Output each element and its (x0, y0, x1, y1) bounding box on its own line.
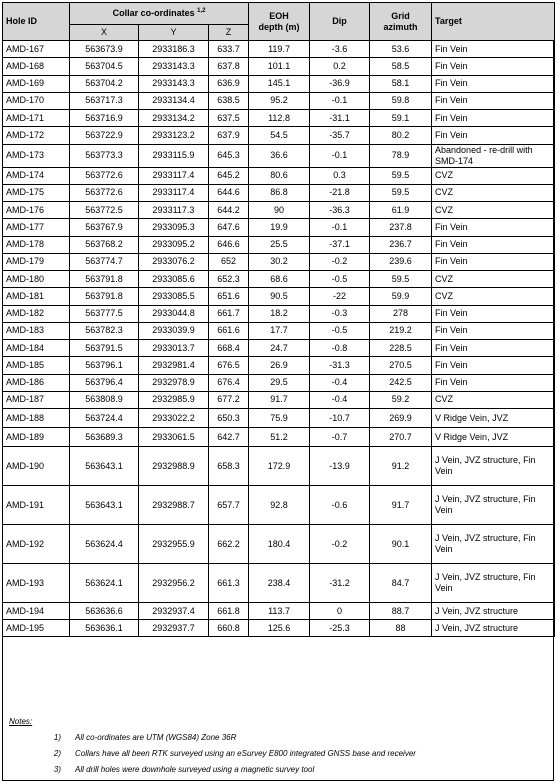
table-row (3, 144, 555, 167)
cell-hole-id: AMD-170 (3, 92, 70, 109)
cell-collar-x: 563774.7 (70, 253, 139, 270)
notes-section (3, 714, 553, 780)
cell-hole-id: AMD-183 (3, 322, 70, 339)
cell-collar-z: 645.3 (209, 144, 249, 167)
cell-collar-y: 2933143.3 (139, 75, 209, 92)
cell-target: V Ridge Vein, JVZ (432, 428, 555, 447)
cell-target: CVZ (432, 271, 555, 288)
cell-eoh-depth: 25.5 (249, 236, 310, 253)
table-row (3, 322, 555, 339)
header-dip: Dip (310, 3, 370, 41)
cell-collar-x: 563673.9 (70, 41, 139, 58)
cell-collar-x: 563689.3 (70, 428, 139, 447)
cell-collar-x: 563791.5 (70, 340, 139, 357)
cell-dip: -0.4 (310, 391, 370, 408)
cell-eoh-depth: 92.8 (249, 486, 310, 525)
cell-collar-x: 563716.9 (70, 110, 139, 127)
cell-grid-azimuth: 53.6 (370, 41, 432, 58)
cell-eoh-depth: 29.5 (249, 374, 310, 391)
cell-hole-id: AMD-193 (3, 564, 70, 603)
cell-eoh-depth: 36.6 (249, 144, 310, 167)
table-row (3, 58, 555, 75)
cell-dip: -0.5 (310, 322, 370, 339)
cell-collar-z: 657.7 (209, 486, 249, 525)
cell-grid-azimuth: 90.1 (370, 525, 432, 564)
cell-dip: -10.7 (310, 409, 370, 428)
table-row (3, 374, 555, 391)
cell-dip: -25.3 (310, 620, 370, 637)
cell-collar-z: 650.3 (209, 409, 249, 428)
cell-eoh-depth: 54.5 (249, 127, 310, 144)
cell-dip: -36.9 (310, 75, 370, 92)
cell-collar-x: 563724.4 (70, 409, 139, 428)
cell-dip: -0.7 (310, 428, 370, 447)
cell-grid-azimuth: 88 (370, 620, 432, 637)
cell-eoh-depth: 86.8 (249, 184, 310, 201)
cell-eoh-depth: 80.6 (249, 167, 310, 184)
cell-eoh-depth: 112.8 (249, 110, 310, 127)
cell-collar-y: 2933039.9 (139, 322, 209, 339)
header-collar-coordinates: Collar co-ordinates $^{1,2}$ (70, 3, 249, 25)
cell-collar-z: 658.3 (209, 447, 249, 486)
table-row (3, 305, 555, 322)
cell-collar-y: 2932978.9 (139, 374, 209, 391)
cell-grid-azimuth: 219.2 (370, 322, 432, 339)
header-eoh-depth: EOH depth (m) (249, 3, 310, 41)
cell-hole-id: AMD-175 (3, 184, 70, 201)
cell-grid-azimuth: 242.5 (370, 374, 432, 391)
cell-grid-azimuth: 80.2 (370, 127, 432, 144)
cell-grid-azimuth: 236.7 (370, 236, 432, 253)
table-row (3, 525, 555, 564)
header-hole-id: Hole ID (3, 3, 70, 41)
cell-collar-z: 677.2 (209, 391, 249, 408)
cell-target: J Vein, JVZ structure, Fin Vein (432, 564, 555, 603)
table-row (3, 127, 555, 144)
cell-eoh-depth: 24.7 (249, 340, 310, 357)
cell-grid-azimuth: 59.5 (370, 167, 432, 184)
cell-hole-id: AMD-179 (3, 253, 70, 270)
cell-hole-id: AMD-187 (3, 391, 70, 408)
cell-hole-id: AMD-190 (3, 447, 70, 486)
cell-collar-x: 563767.9 (70, 219, 139, 236)
cell-collar-x: 563768.2 (70, 236, 139, 253)
cell-collar-y: 2933013.7 (139, 340, 209, 357)
cell-target: CVZ (432, 167, 555, 184)
cell-eoh-depth: 125.6 (249, 620, 310, 637)
cell-grid-azimuth: 59.5 (370, 271, 432, 288)
table-row (3, 428, 555, 447)
cell-collar-y: 2933095.2 (139, 236, 209, 253)
cell-collar-x: 563773.3 (70, 144, 139, 167)
cell-grid-azimuth: 270.5 (370, 357, 432, 374)
cell-grid-azimuth: 59.1 (370, 110, 432, 127)
cell-collar-z: 646.6 (209, 236, 249, 253)
cell-collar-z: 644.2 (209, 202, 249, 219)
cell-collar-x: 563791.8 (70, 271, 139, 288)
cell-collar-y: 2933186.3 (139, 41, 209, 58)
table-row (3, 620, 555, 637)
table-row (3, 92, 555, 109)
notes-title: Notes: (9, 717, 33, 726)
note-text: Collars have all been RTK surveyed using an eSurvey E800 integrated GNSS base and receiver (75, 749, 416, 758)
cell-grid-azimuth: 78.9 (370, 144, 432, 167)
cell-target: Fin Vein (432, 374, 555, 391)
table-row (3, 288, 555, 305)
cell-target: CVZ (432, 202, 555, 219)
header-x: X (70, 25, 139, 41)
cell-collar-z: 662.2 (209, 525, 249, 564)
cell-collar-y: 2933117.4 (139, 167, 209, 184)
cell-collar-y: 2932985.9 (139, 391, 209, 408)
cell-eoh-depth: 172.9 (249, 447, 310, 486)
cell-collar-z: 636.9 (209, 75, 249, 92)
table-row (3, 236, 555, 253)
cell-collar-z: 661.7 (209, 305, 249, 322)
cell-collar-x: 563636.1 (70, 620, 139, 637)
table-row (3, 167, 555, 184)
cell-collar-y: 2932988.7 (139, 486, 209, 525)
table-row (3, 184, 555, 201)
table-body (3, 41, 555, 637)
cell-target: CVZ (432, 391, 555, 408)
cell-eoh-depth: 238.4 (249, 564, 310, 603)
cell-collar-y: 2933115.9 (139, 144, 209, 167)
cell-collar-z: 668.4 (209, 340, 249, 357)
cell-collar-y: 2933134.2 (139, 110, 209, 127)
cell-grid-azimuth: 59.9 (370, 288, 432, 305)
cell-hole-id: AMD-172 (3, 127, 70, 144)
cell-collar-z: 661.6 (209, 322, 249, 339)
cell-collar-x: 563808.9 (70, 391, 139, 408)
table-row (3, 41, 555, 58)
cell-hole-id: AMD-174 (3, 167, 70, 184)
cell-grid-azimuth: 84.7 (370, 564, 432, 603)
cell-grid-azimuth: 237.8 (370, 219, 432, 236)
cell-hole-id: AMD-169 (3, 75, 70, 92)
cell-hole-id: AMD-191 (3, 486, 70, 525)
cell-dip: -37.1 (310, 236, 370, 253)
cell-grid-azimuth: 88.7 (370, 603, 432, 620)
cell-grid-azimuth: 59.2 (370, 391, 432, 408)
table-row (3, 409, 555, 428)
cell-collar-z: 661.3 (209, 564, 249, 603)
header-collar-footnote-ref: 1,2 (197, 8, 206, 14)
cell-grid-azimuth: 269.9 (370, 409, 432, 428)
cell-eoh-depth: 113.7 (249, 603, 310, 620)
cell-grid-azimuth: 58.5 (370, 58, 432, 75)
cell-hole-id: AMD-178 (3, 236, 70, 253)
cell-collar-y: 2933095.3 (139, 219, 209, 236)
cell-grid-azimuth: 239.6 (370, 253, 432, 270)
cell-hole-id: AMD-168 (3, 58, 70, 75)
table-row (3, 486, 555, 525)
cell-target: Fin Vein (432, 236, 555, 253)
cell-collar-y: 2933134.4 (139, 92, 209, 109)
cell-collar-z: 642.7 (209, 428, 249, 447)
header-y: Y (139, 25, 209, 41)
cell-collar-x: 563704.5 (70, 58, 139, 75)
cell-target: J Vein, JVZ structure (432, 603, 555, 620)
note-number: 3) (53, 765, 61, 774)
cell-dip: 0 (310, 603, 370, 620)
table-row (3, 357, 555, 374)
cell-hole-id: AMD-194 (3, 603, 70, 620)
cell-collar-x: 563722.9 (70, 127, 139, 144)
cell-eoh-depth: 180.4 (249, 525, 310, 564)
note-number: 2) (53, 749, 61, 758)
note-number: 1) (53, 733, 61, 742)
cell-hole-id: AMD-184 (3, 340, 70, 357)
table-row (3, 564, 555, 603)
table-row (3, 202, 555, 219)
cell-dip: -0.1 (310, 219, 370, 236)
cell-target: J Vein, JVZ structure, Fin Vein (432, 525, 555, 564)
cell-dip: -0.5 (310, 271, 370, 288)
cell-target: Fin Vein (432, 219, 555, 236)
cell-hole-id: AMD-195 (3, 620, 70, 637)
cell-grid-azimuth: 270.7 (370, 428, 432, 447)
cell-collar-y: 2932956.2 (139, 564, 209, 603)
cell-collar-z: 637.5 (209, 110, 249, 127)
cell-eoh-depth: 145.1 (249, 75, 310, 92)
cell-hole-id: AMD-167 (3, 41, 70, 58)
cell-target: CVZ (432, 184, 555, 201)
cell-collar-y: 2932981.4 (139, 357, 209, 374)
cell-collar-y: 2933143.3 (139, 58, 209, 75)
cell-hole-id: AMD-188 (3, 409, 70, 428)
cell-eoh-depth: 101.1 (249, 58, 310, 75)
table-row (3, 75, 555, 92)
cell-target: V Ridge Vein, JVZ (432, 409, 555, 428)
cell-target: Fin Vein (432, 58, 555, 75)
cell-grid-azimuth: 228.5 (370, 340, 432, 357)
cell-dip: -31.2 (310, 564, 370, 603)
cell-dip: -0.2 (310, 525, 370, 564)
cell-target: Fin Vein (432, 110, 555, 127)
cell-eoh-depth: 75.9 (249, 409, 310, 428)
cell-hole-id: AMD-180 (3, 271, 70, 288)
cell-collar-z: 647.6 (209, 219, 249, 236)
cell-grid-azimuth: 59.5 (370, 184, 432, 201)
cell-grid-azimuth: 91.2 (370, 447, 432, 486)
cell-target: CVZ (432, 288, 555, 305)
cell-dip: -21.8 (310, 184, 370, 201)
cell-collar-y: 2932937.7 (139, 620, 209, 637)
header-grid-azimuth: Grid azimuth (370, 3, 432, 41)
cell-collar-y: 2932955.9 (139, 525, 209, 564)
cell-target: Fin Vein (432, 41, 555, 58)
cell-target: J Vein, JVZ structure, Fin Vein (432, 486, 555, 525)
cell-eoh-depth: 17.7 (249, 322, 310, 339)
cell-collar-x: 563782.3 (70, 322, 139, 339)
cell-dip: -36.3 (310, 202, 370, 219)
cell-collar-x: 563777.5 (70, 305, 139, 322)
cell-collar-x: 563704.2 (70, 75, 139, 92)
cell-dip: -0.2 (310, 253, 370, 270)
cell-grid-azimuth: 278 (370, 305, 432, 322)
cell-eoh-depth: 90 (249, 202, 310, 219)
cell-collar-x: 563643.1 (70, 486, 139, 525)
cell-collar-z: 638.5 (209, 92, 249, 109)
cell-collar-x: 563636.6 (70, 603, 139, 620)
table-row (3, 253, 555, 270)
cell-target: J Vein, JVZ structure (432, 620, 555, 637)
cell-dip: -0.1 (310, 92, 370, 109)
cell-eoh-depth: 51.2 (249, 428, 310, 447)
cell-collar-z: 676.4 (209, 374, 249, 391)
cell-collar-y: 2933076.2 (139, 253, 209, 270)
cell-target: Fin Vein (432, 322, 555, 339)
cell-dip: -0.4 (310, 374, 370, 391)
table-row (3, 110, 555, 127)
cell-dip: -35.7 (310, 127, 370, 144)
cell-dip: -13.9 (310, 447, 370, 486)
cell-collar-z: 676.5 (209, 357, 249, 374)
cell-dip: -0.6 (310, 486, 370, 525)
cell-collar-x: 563796.1 (70, 357, 139, 374)
table-row (3, 219, 555, 236)
cell-collar-z: 652.3 (209, 271, 249, 288)
cell-target: Fin Vein (432, 340, 555, 357)
header-z: Z (209, 25, 249, 41)
cell-target: Fin Vein (432, 357, 555, 374)
cell-hole-id: AMD-189 (3, 428, 70, 447)
cell-eoh-depth: 90.5 (249, 288, 310, 305)
note-text: All drill holes were downhole surveyed using a magnetic survey tool (75, 765, 315, 774)
cell-hole-id: AMD-185 (3, 357, 70, 374)
cell-collar-y: 2933117.3 (139, 202, 209, 219)
table-row (3, 603, 555, 620)
cell-hole-id: AMD-181 (3, 288, 70, 305)
cell-eoh-depth: 68.6 (249, 271, 310, 288)
cell-eoh-depth: 19.9 (249, 219, 310, 236)
cell-eoh-depth: 18.2 (249, 305, 310, 322)
cell-collar-z: 661.8 (209, 603, 249, 620)
cell-dip: -3.6 (310, 41, 370, 58)
cell-target: Fin Vein (432, 92, 555, 109)
table-row (3, 447, 555, 486)
note-text: All co-ordinates are UTM (WGS84) Zone 36R (75, 733, 237, 742)
cell-collar-x: 563772.5 (70, 202, 139, 219)
cell-collar-y: 2933123.2 (139, 127, 209, 144)
cell-collar-x: 563643.1 (70, 447, 139, 486)
cell-grid-azimuth: 91.7 (370, 486, 432, 525)
cell-target: Fin Vein (432, 127, 555, 144)
cell-collar-z: 637.8 (209, 58, 249, 75)
cell-collar-x: 563624.4 (70, 525, 139, 564)
cell-collar-z: 633.7 (209, 41, 249, 58)
cell-hole-id: AMD-173 (3, 144, 70, 167)
cell-hole-id: AMD-192 (3, 525, 70, 564)
cell-target: J Vein, JVZ structure, Fin Vein (432, 447, 555, 486)
cell-collar-x: 563791.8 (70, 288, 139, 305)
cell-collar-x: 563772.6 (70, 184, 139, 201)
cell-collar-y: 2933022.2 (139, 409, 209, 428)
cell-collar-y: 2932937.4 (139, 603, 209, 620)
table-row (3, 271, 555, 288)
cell-collar-y: 2933117.4 (139, 184, 209, 201)
cell-eoh-depth: 95.2 (249, 92, 310, 109)
cell-dip: -0.8 (310, 340, 370, 357)
cell-hole-id: AMD-177 (3, 219, 70, 236)
cell-hole-id: AMD-171 (3, 110, 70, 127)
cell-collar-y: 2933085.6 (139, 271, 209, 288)
cell-target: Abandoned - re-drill with SMD-174 (432, 144, 555, 167)
cell-collar-y: 2933044.8 (139, 305, 209, 322)
cell-dip: -31.3 (310, 357, 370, 374)
cell-collar-x: 563717.3 (70, 92, 139, 109)
cell-eoh-depth: 119.7 (249, 41, 310, 58)
cell-dip: 0.3 (310, 167, 370, 184)
cell-target: Fin Vein (432, 253, 555, 270)
cell-hole-id: AMD-186 (3, 374, 70, 391)
cell-grid-azimuth: 58.1 (370, 75, 432, 92)
header-target: Target (432, 3, 555, 41)
cell-dip: 0.2 (310, 58, 370, 75)
table-row (3, 340, 555, 357)
table-row (3, 391, 555, 408)
cell-target: Fin Vein (432, 305, 555, 322)
cell-dip: -0.1 (310, 144, 370, 167)
cell-eoh-depth: 26.9 (249, 357, 310, 374)
cell-eoh-depth: 30.2 (249, 253, 310, 270)
cell-collar-z: 644.6 (209, 184, 249, 201)
cell-grid-azimuth: 59.8 (370, 92, 432, 109)
drill-collar-table (2, 2, 555, 637)
cell-collar-z: 652 (209, 253, 249, 270)
cell-dip: -0.3 (310, 305, 370, 322)
cell-collar-z: 660.8 (209, 620, 249, 637)
document-page (2, 2, 554, 781)
cell-dip: -31.1 (310, 110, 370, 127)
cell-collar-z: 651.6 (209, 288, 249, 305)
cell-collar-y: 2932988.9 (139, 447, 209, 486)
cell-collar-x: 563624.1 (70, 564, 139, 603)
cell-collar-x: 563772.6 (70, 167, 139, 184)
cell-collar-x: 563796.4 (70, 374, 139, 391)
cell-collar-y: 2933085.5 (139, 288, 209, 305)
cell-grid-azimuth: 61.9 (370, 202, 432, 219)
cell-target: Fin Vein (432, 75, 555, 92)
cell-hole-id: AMD-176 (3, 202, 70, 219)
cell-collar-y: 2933061.5 (139, 428, 209, 447)
cell-collar-z: 645.2 (209, 167, 249, 184)
cell-hole-id: AMD-182 (3, 305, 70, 322)
cell-collar-z: 637.9 (209, 127, 249, 144)
cell-eoh-depth: 91.7 (249, 391, 310, 408)
cell-dip: -22 (310, 288, 370, 305)
